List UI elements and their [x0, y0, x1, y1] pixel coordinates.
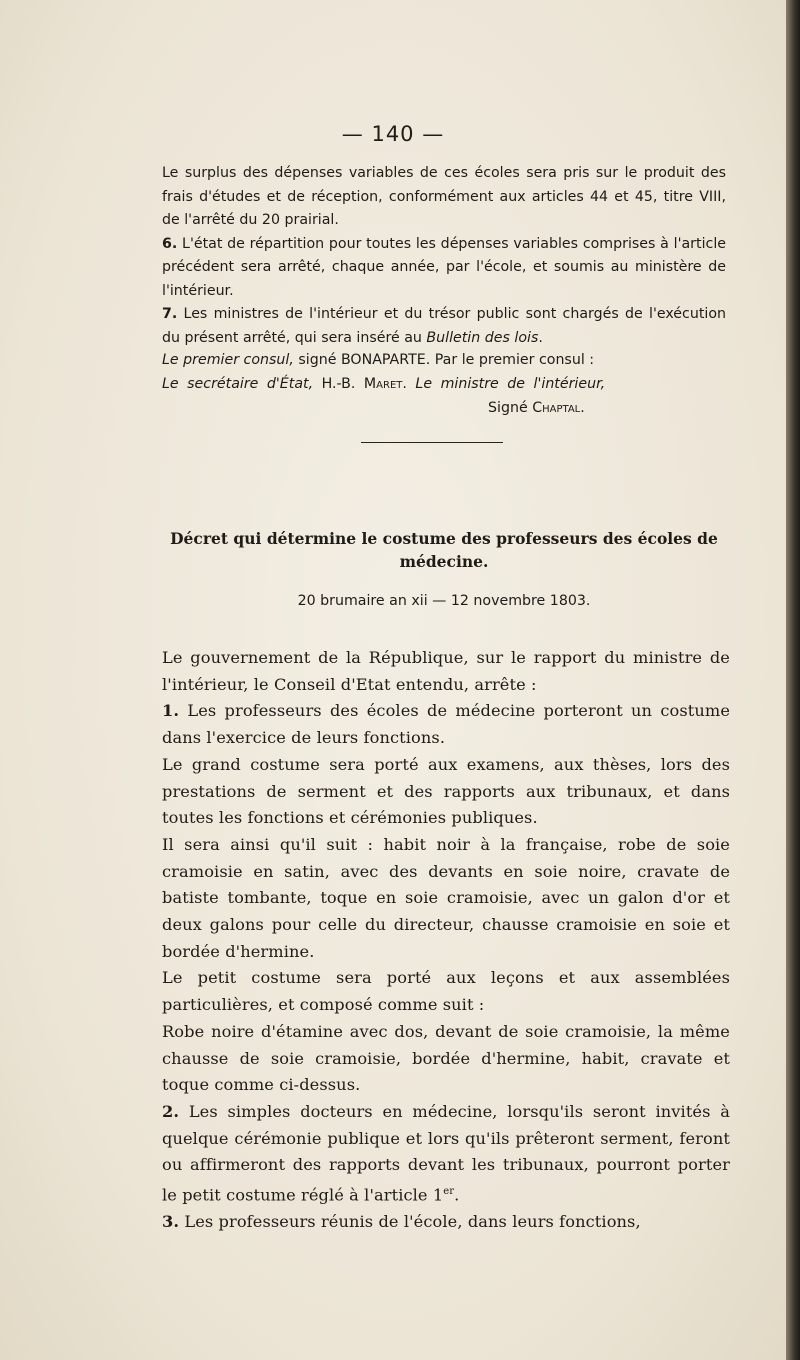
article-3 — [162, 1209, 730, 1236]
article-6 — [162, 233, 726, 304]
article-number: 2. — [162, 1101, 180, 1121]
chaptal-name: Chaptal — [532, 400, 581, 416]
signature-line-1 — [162, 349, 726, 373]
decree-body — [162, 645, 730, 1236]
article-text: Les ministres de l'intérieur et du trésor public sont chargés de l'exécution du présent arrêté, qui sera inséré au — [162, 306, 726, 346]
paragraph-robe-noire: Robe noire d'étamine avec dos, devant de soie cramoisie, la même chausse de soie cramoisie, bordée d'hermine, habit, cravate et toque comme ci-dessus. — [162, 1021, 730, 1095]
ministre-interieur: Le ministre de l'intérieur, — [415, 376, 606, 392]
signature-line-2 — [162, 373, 726, 397]
article-number: 3. — [162, 1212, 180, 1232]
decree-title: Décret qui détermine le costume des professeurs des écoles de médecine. — [170, 529, 718, 571]
article-text: Les professeurs réunis de l'école, dans leurs fonctions, — [179, 1212, 641, 1232]
section-divider — [361, 442, 503, 443]
article-number: 6. — [162, 235, 178, 252]
article-2 — [162, 1099, 730, 1209]
page-number: — 140 — — [341, 122, 445, 146]
signature-text: H.-B. — [313, 376, 364, 392]
paragraph-petit-costume: Le petit costume sera porté aux leçons et aux assemblées particulières, et composé comme suit : — [162, 968, 730, 1015]
article-text-end: . — [538, 329, 543, 346]
secretaire-etat: Le secrétaire d'État, — [162, 376, 314, 392]
preceding-articles — [162, 162, 726, 350]
article-1 — [162, 698, 730, 751]
signature-text: . — [580, 400, 585, 416]
maret-name: Maret — [363, 376, 403, 392]
article-7 — [162, 303, 726, 350]
article-text: Les simples docteurs en médecine, lorsqu'ils seront invités à quelque cérémonie publique et lors qu'ils prêteront serment, feront ou affirmeront des rapports devant les tribunaux, pourront porter le petit costume réglé à l'article 1 — [162, 1101, 730, 1205]
bulletin-title: Bulletin des lois — [426, 329, 539, 346]
signature-text: signé BONAPARTE. Par le premier consul : — [293, 352, 595, 368]
signature-line-3 — [488, 397, 728, 421]
signature-text: . — [402, 376, 416, 392]
superscript: er — [443, 1186, 455, 1198]
article-text-end: . — [454, 1185, 460, 1205]
paragraph-expenses: Le surplus des dépenses variables de ces écoles sera pris sur le produit des frais d'études et de réception, conformément aux articles 44 et 45, titre VIII, de l'arrêté du 20 prairial. — [162, 165, 726, 228]
paragraph-grand-costume: Le grand costume sera porté aux examens, aux thèses, lors des prestations de serment et des rapports aux tribunaux, et dans toutes les fonctions et cérémonies publiques. — [162, 754, 730, 828]
signature-text: Signé — [488, 400, 533, 416]
preamble: Le gouvernement de la République, sur le rapport du ministre de l'intérieur, le Conseil d'Etat entendu, arrête : — [162, 648, 730, 694]
page-edge — [786, 0, 800, 1360]
paragraph-costume-details: Il sera ainsi qu'il suit : habit noir à la française, robe de soie cramoisie en satin, avec des devants en soie noire, cravate de batiste tombante, toque en soie cramoisie, avec un galon d'or et deux galons pour celle du directeur, chausse cramoisie en soie et bordée d'hermine. — [162, 834, 730, 961]
decree-date: 20 brumaire an xii — 12 novembre 1803. — [297, 593, 591, 609]
article-number: 1. — [162, 701, 180, 721]
article-number: 7. — [162, 306, 178, 322]
article-text: L'état de répartition pour toutes les dépenses variables comprises à l'article précédent sera arrêté, chaque année, par l'école, et soumis au ministère de l'intérieur. — [162, 235, 726, 299]
premier-consul: Le premier consul, — [162, 352, 294, 368]
article-text: Les professeurs des écoles de médecine porteront un costume dans l'exercice de leurs fonctions. — [162, 701, 730, 748]
